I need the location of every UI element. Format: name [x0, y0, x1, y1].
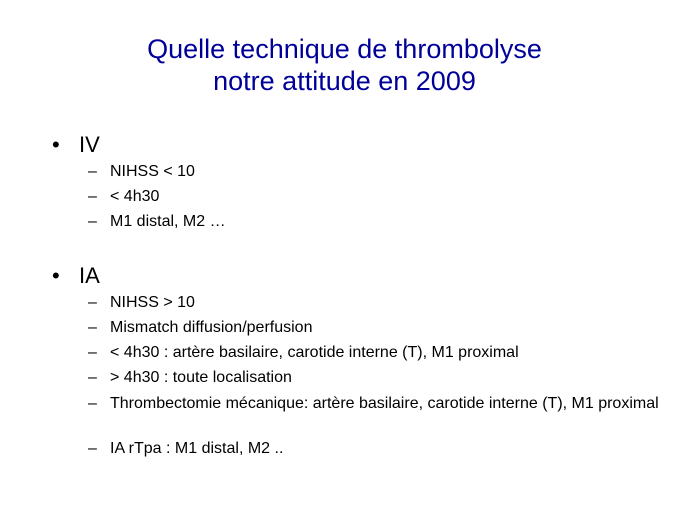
bullet-label-iv: IV [79, 132, 100, 157]
list-item-text: > 4h30 : toute localisation [110, 369, 292, 386]
list-item-text: < 4h30 [110, 188, 160, 205]
dash-icon: – [88, 294, 97, 311]
dash-icon: – [88, 369, 97, 386]
list-item-text: < 4h30 : artère basilaire, carotide interne (T), M1 proximal [110, 344, 519, 361]
dash-icon: – [88, 319, 97, 336]
dash-icon: – [88, 213, 97, 230]
list-item-text: IA rTpa : M1 distal, M2 .. [110, 440, 284, 457]
title-line-2: notre attitude en 2009 [213, 66, 476, 96]
list-item-text: M1 distal, M2 … [110, 213, 226, 230]
list-item-text: NIHSS < 10 [110, 163, 195, 180]
dash-icon: – [88, 188, 97, 205]
dash-icon: – [88, 440, 97, 457]
bullet-iv [0, 131, 689, 159]
title-line-1: Quelle technique de thrombolyse [147, 34, 542, 64]
slide-title [0, 33, 689, 97]
bullet-label-ia: IA [79, 263, 100, 288]
dash-icon: – [88, 344, 97, 361]
list-item-text: Mismatch diffusion/perfusion [110, 319, 313, 336]
bullet-icon: • [52, 263, 60, 288]
dash-icon: – [88, 163, 97, 180]
dash-icon: – [88, 395, 97, 412]
bullet-icon: • [52, 132, 60, 157]
list-item-text: Thrombectomie mécanique: artère basilaire, carotide interne (T), M1 proximal [110, 395, 659, 412]
bullet-ia [0, 262, 689, 290]
list-item-text: NIHSS > 10 [110, 294, 195, 311]
